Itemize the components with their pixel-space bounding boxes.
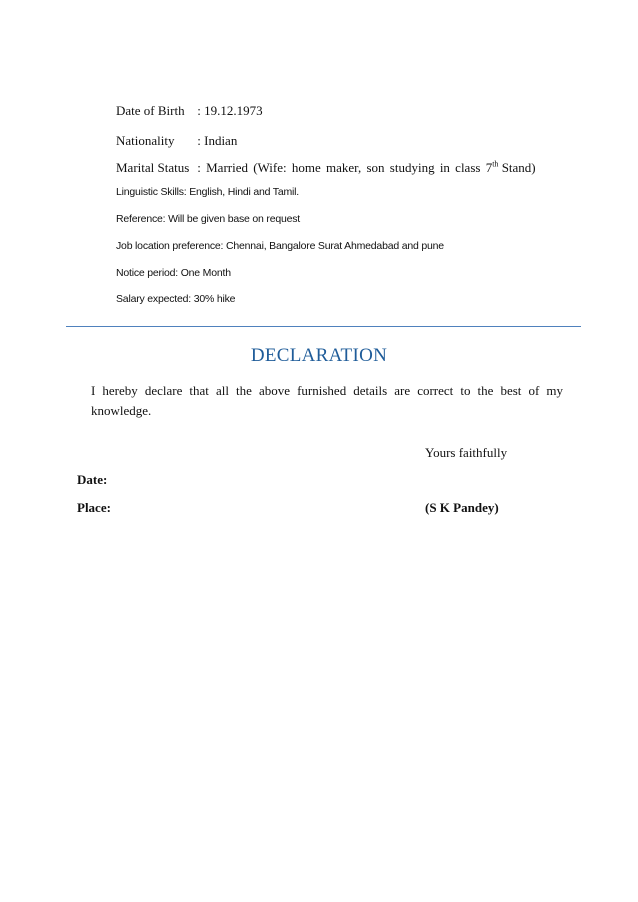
marital-value-prefix: : Married (Wife: home maker, son studying in class 7	[197, 160, 493, 175]
nationality-value: : Indian	[197, 133, 238, 148]
linguistic-skills: Linguistic Skills: English, Hindi and Tamil.	[116, 186, 300, 198]
marital-label: Marital Status	[116, 160, 190, 175]
reference: Reference: Will be given base on request	[116, 213, 301, 225]
job-location-preference: Job location preference: Chennai, Bangalore Surat Ahmedabad and pune	[116, 240, 444, 252]
signatory-name: (S K Pandey)	[425, 500, 499, 515]
section-divider	[66, 326, 581, 327]
dob-row	[116, 103, 263, 119]
closing-text: Yours faithfully	[425, 445, 508, 460]
notice-period: Notice period: One Month	[116, 267, 231, 279]
dob-label: Date of Birth	[116, 103, 185, 118]
marital-row	[116, 160, 536, 176]
nationality-row	[116, 133, 237, 149]
place-label: Place:	[77, 500, 111, 515]
declaration-heading: DECLARATION	[250, 345, 388, 366]
marital-value-suffix: Stand)	[498, 160, 536, 175]
date-label: Date:	[77, 472, 108, 487]
declaration-text: I hereby declare that all the above furnished details are correct to the best of my knowledge.	[91, 383, 563, 418]
marital-value-sup: th	[492, 159, 499, 169]
salary-expected: Salary expected: 30% hike	[116, 293, 236, 305]
nationality-label: Nationality	[116, 133, 175, 148]
dob-value: : 19.12.1973	[197, 103, 263, 118]
